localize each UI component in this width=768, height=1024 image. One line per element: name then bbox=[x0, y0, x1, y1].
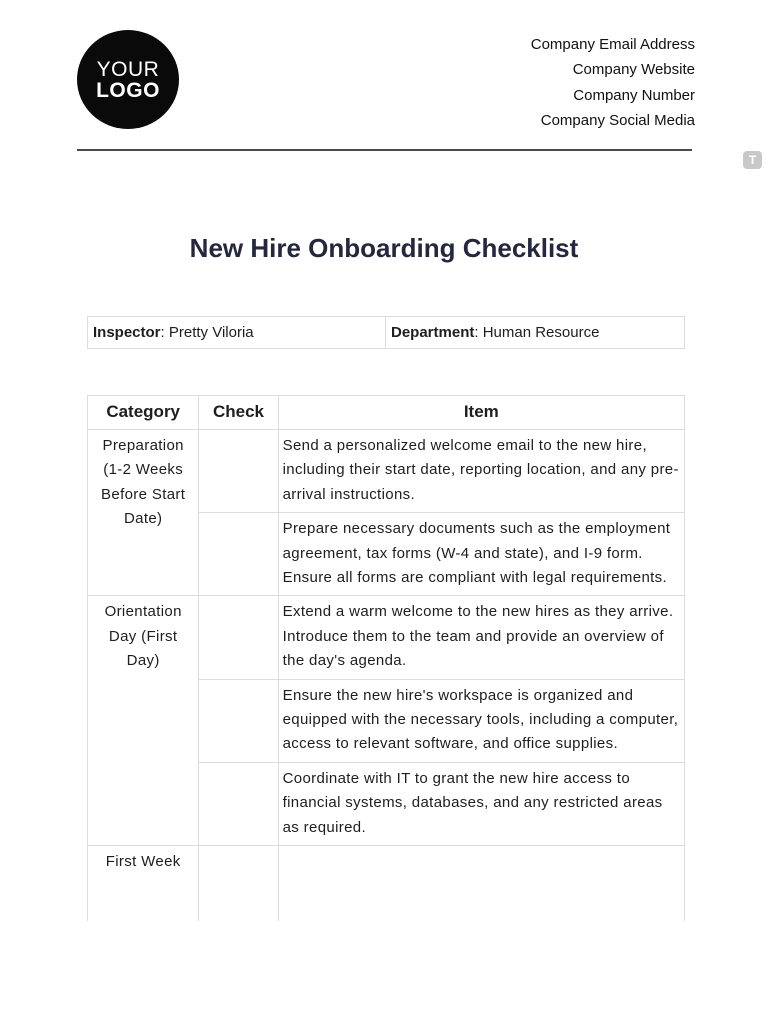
item-cell bbox=[278, 846, 684, 922]
header-check: Check bbox=[199, 396, 278, 430]
header-item: Item bbox=[278, 396, 684, 430]
table-row bbox=[88, 846, 685, 922]
logo-line-2: LOGO bbox=[96, 78, 160, 102]
department-value: Human Resource bbox=[482, 324, 600, 341]
inspector-cell: Inspector: Pretty Viloria bbox=[88, 317, 386, 349]
category-cell-orientation: Orientation Day (First Day) bbox=[88, 596, 199, 846]
header-divider bbox=[77, 149, 692, 151]
item-cell: Prepare necessary documents such as the employment agreement, tax forms (W-4 and state), and I-9 form. Ensure all forms are compliant with legal requirements. bbox=[278, 513, 684, 596]
inspector-value: Pretty Viloria bbox=[168, 324, 254, 341]
table-header-row bbox=[88, 396, 685, 430]
check-cell[interactable] bbox=[199, 513, 278, 596]
check-cell[interactable] bbox=[199, 846, 278, 922]
header-category: Category bbox=[88, 396, 199, 430]
company-number: Company Number bbox=[573, 86, 695, 104]
item-cell: Ensure the new hire's workspace is organized and equipped with the necessary tools, including a computer, access to relevant software, and office supplies. bbox=[278, 679, 684, 762]
check-cell[interactable] bbox=[199, 430, 278, 513]
logo-line-1: YOUR bbox=[96, 57, 160, 81]
check-cell[interactable] bbox=[199, 679, 278, 762]
table-row bbox=[88, 430, 685, 513]
item-cell: Coordinate with IT to grant the new hire access to financial systems, databases, and any restricted areas as required. bbox=[278, 762, 684, 845]
inspector-label: Inspector bbox=[93, 324, 161, 341]
check-cell[interactable] bbox=[199, 762, 278, 845]
department-cell: Department: Human Resource bbox=[386, 317, 685, 349]
category-cell-first-week: First Week bbox=[88, 846, 199, 922]
item-cell: Extend a warm welcome to the new hires as they arrive. Introduce them to the team and provide an overview of the day's agenda. bbox=[278, 596, 684, 679]
company-logo bbox=[77, 30, 179, 129]
page-title: New Hire Onboarding Checklist bbox=[189, 233, 579, 263]
text-tool-icon[interactable]: T bbox=[743, 151, 762, 169]
company-email: Company Email Address bbox=[530, 36, 695, 53]
check-cell[interactable] bbox=[199, 596, 278, 679]
category-cell-preparation: Preparation (1-2 Weeks Before Start Date) bbox=[88, 430, 199, 596]
item-cell: Send a personalized welcome email to the new hire, including their start date, reporting location, and any pre-arrival instructions. bbox=[278, 430, 684, 513]
company-website: Company Website bbox=[572, 61, 695, 79]
company-contact-block bbox=[531, 32, 695, 133]
inspection-meta-table bbox=[87, 316, 685, 349]
department-label: Department bbox=[391, 324, 475, 341]
onboarding-checklist-table bbox=[87, 395, 685, 921]
table-row bbox=[88, 596, 685, 679]
company-social-media: Company Social Media bbox=[540, 111, 695, 129]
